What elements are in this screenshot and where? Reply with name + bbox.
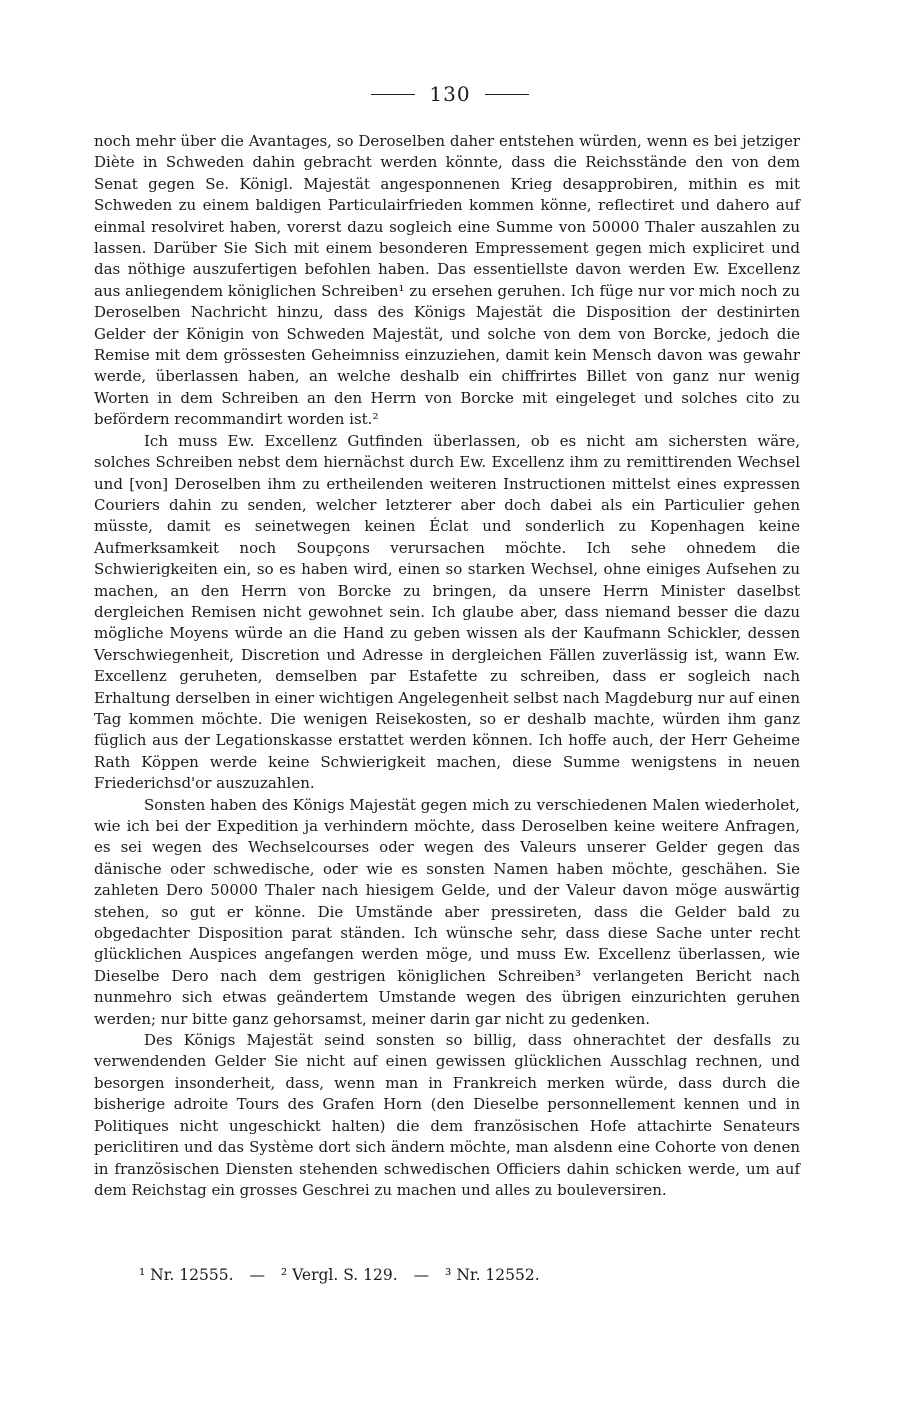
footnotes — [139, 1266, 779, 1284]
page-number: 130 — [429, 82, 471, 106]
header-rule-right — [485, 94, 529, 95]
footnote-separator: — — [413, 1266, 430, 1284]
page-header — [0, 82, 900, 106]
paragraph: noch mehr über die Avantages, so Deroselben daher entstehen würden, wenn es bei jetziger Diète in Schweden dahin gebracht werden könnte, dass die Reichsstände den von dem Senat gegen Se. Königl. Majestät angesponnenen Krieg desapprobiren, mithin es mit Schweden zu einem baldigen Particulairfrieden kommen könne, reflectiret und dahero auf einmal resolviret haben, vorerst dazu sogleich eine Summe von 50000 Thaler auszahlen zu lassen. Darüber Sie Sich mit einem besonderen Empressement gegen mich expliciret und das nöthige auszufertigen befohlen haben. Das essentiellste davon werden Ew. Excellenz aus anliegendem königlichen Schreiben¹ zu ersehen geruhen. Ich füge nur vor mich noch zu Deroselben Nachricht hinzu, dass des Königs Majestät die Disposition der destinirten Gelder der Königin von Schweden Majestät, und solche von dem von Borcke, jedoch die Remise mit dem grössesten Geheimniss einzuziehen, damit kein Mensch davon was gewahr werde, überlassen haben, an welche deshalb ein chiffrirtes Billet von ganz nur wenig Worten in dem Schreiben an den Herrn von Borcke mit eingeleget und solches cito zu befördern recommandirt worden ist.² — [94, 132, 800, 429]
paragraph: Des Königs Majestät seind sonsten so billig, dass ohnerachtet der desfalls zu verwendenden Gelder Sie nicht auf einen gewissen glücklichen Ausschlag rechnen, und besorgen insonderheit, dass, wenn man in Frankreich merken würde, dass durch die bisherige adroite Tours des Grafen Horn (den Dieselbe personnellement kennen und in Politiques nicht ungeschickt halten) die dem französischen Hofe attachirte Senateurs periclitiren und das Système dort sich ändern möchte, man alsdenn eine Cohorte von denen in französischen Diensten stehenden schwedischen Officiers dahin schicken werde, um auf dem Reichstag ein grosses Geschrei zu machen und alles zu bouleversiren. — [94, 1031, 800, 1199]
paragraph: Sonsten haben des Königs Majestät gegen mich zu verschiedenen Malen wiederholet, wie ich bei der Expedition ja verhindern möchte, dass Deroselben keine weitere Anfragen, es sei wegen des Wechselcourses oder wegen des Valeurs unserer Gelder gegen das dänische oder schwedische, oder wie es sonsten Namen haben möchte, geschähen. Sie zahleten Dero 50000 Thaler nach hiesigem Gelde, und der Valeur davon möge auswärtig stehen, so gut er könne. Die Umstände aber pressireten, dass die Gelder bald zu obgedachter Disposition parat ständen. Ich wünsche sehr, dass diese Sache unter recht glücklichen Auspices angefangen werden möge, und muss Ew. Excellenz überlassen, wie Dieselbe Dero nach dem gestrigen königlichen Schreiben³ verlangeten Bericht nach nunmehro sich etwas geändertem Umstande wegen des übrigen einzurichten geruhen werden; nur bitte ganz gehorsamst, meiner darin gar nicht zu gedenken. — [94, 795, 800, 1028]
header-rule-left — [371, 94, 415, 95]
paragraph: Ich muss Ew. Excellenz Gutfinden überlassen, ob es nicht am sichersten wäre, solches Schreiben nebst dem hiernächst durch Ew. Excellenz ihm zu remittirenden Wechsel und [von] Deroselben ihm zu ertheilenden weiteren Instructionen mittelst eines expressen Couriers dahin zu senden, welcher letzterer aber doch dabei als ein Particulier gehen müsste, damit es seinetwegen keinen Éclat und sonderlich zu Kopenhagen keine Aufmerksamkeit noch Soupçons verursachen möchte. Ich sehe ohnedem die Schwierigkeiten ein, so es haben wird, einen so starken Wechsel, ohne einiges Aufsehen zu machen, an den Herrn von Borcke zu bringen, da unsere Herrn Minister daselbst dergleichen Remisen nicht gewohnet sein. Ich glaube aber, dass niemand besser die dazu mögliche Moyens würde an die Hand zu geben wissen als der Kaufmann Schickler, dessen Verschwiegenheit, Discretion und Adresse in dergleichen Fällen zuverlässig ist, wann Ew. Excellenz geruheten, demselben par Estafette zu schreiben, dass er sogleich nach Erhaltung derselben in einer wichtigen Angelegenheit selbst nach Magdeburg nur auf einen Tag kommen möchte. Die wenigen Reisekosten, so er deshalb machte, würden ihm ganz füglich aus der Legationskasse erstattet werden können. Ich hoffe auch, der Herr Geheime Rath Köppen werde keine Schwierigkeit machen, diese Summe wenigstens in neuen Friederichsd'or auszuzahlen. — [94, 431, 800, 793]
body-text — [94, 131, 800, 1201]
footnote-separator: — — [249, 1266, 265, 1284]
footnote: ¹ Nr. 12555. — [139, 1266, 234, 1284]
footnote: ³ Nr. 12552. — [445, 1266, 540, 1284]
footnote: ² Vergl. S. 129. — [281, 1266, 398, 1284]
